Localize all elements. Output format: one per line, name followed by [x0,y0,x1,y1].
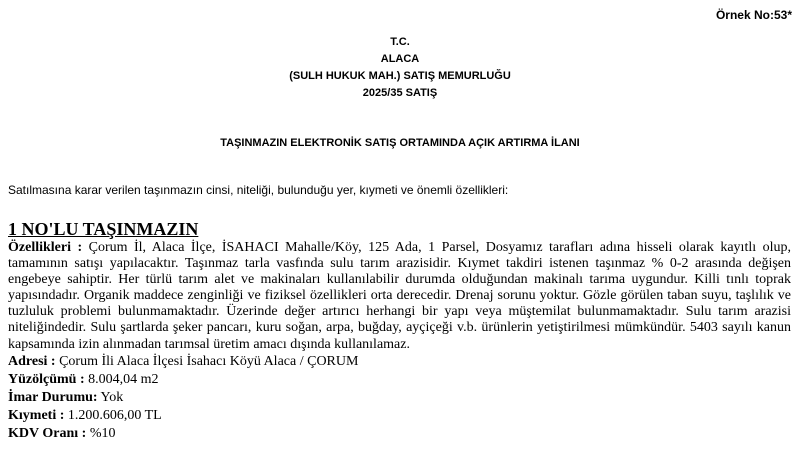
document-header [0,34,800,102]
zoning-line [8,389,791,407]
area-label: Yüzölçümü : [8,371,85,387]
features-text: Çorum İl, Alaca İlçe, İSAHACI Mahalle/Köy, 125 Ada, 1 Parsel, Dosyamız tarafları adına hisseli olarak kayıtlı olup, tamamının satışı yapılacaktır. Taşınmaz tarla vasfında sulu tarım arazisidir. Kıymet takdiri istenen taşınmaz % 0-2 arasında değişen engebeye sahiptir. Her türlü tarım alet ve makinaları kullanılabilir durumda olduğundan makinalı tarıma uygundur. Killi tınlı toprak yapısındadır. Organik maddece zenginliği ve fiziksel özellikleri orta derecedir. Drenaj sorunu yoktur. Gözle görülen taban suyu, taşlılık ve tuzluluk problemi bulunmamaktadır. Üzerinde değer artırıcı herhangi bir yapı veya müştemilat bulunmamaktadır. Sulu tarım arazisi niteliğindedir. Sulu şartlarda şeker pancarı, kuru soğan, arpa, buğday, ayçiçeği v.b. ürünlerin yetiştirilmesi mümkündür. 5403 sayılı kanun kapsamında izin alınmadan tarımsal üretim amacı dışında kullanılamaz. [8,240,791,352]
features-paragraph [8,240,791,353]
sample-number: Örnek No:53* [715,8,792,22]
zoning-value: Yok [97,389,124,405]
features-label: Özellikleri : [8,240,83,255]
address-line [8,353,791,371]
header-file-number: 2025/35 SATIŞ [362,87,438,99]
value-value: 1.200.606,00 TL [64,407,162,423]
intro-text: Satılmasına karar verilen taşınmazın cinsi, niteliği, bulunduğu yer, kıymeti ve önemli özellikleri: [8,183,509,197]
vat-line [8,425,791,443]
vat-label: KDV Oranı : [8,425,87,441]
announcement-title: TAŞINMAZIN ELEKTRONİK SATIŞ ORTAMINDA AÇIK ARTIRMA İLANI [220,137,580,149]
vat-value: %10 [86,425,116,441]
header-office: (SULH HUKUK MAH.) SATIŞ MEMURLUĞU [289,70,511,82]
area-line [8,371,791,389]
header-city: ALACA [380,53,420,65]
address-value: Çorum İli Alaca İlçesi İsahacı Köyü Alaca / ÇORUM [55,353,359,369]
value-line [8,407,791,425]
zoning-label: İmar Durumu: [8,389,98,405]
area-value: 8.004,04 m2 [84,371,159,387]
header-republic: T.C. [390,36,410,48]
value-label: Kıymeti : [8,407,65,423]
property-details [8,240,791,443]
address-label: Adresi : [8,353,56,369]
property-heading: 1 NO'LU TAŞINMAZIN [8,219,199,239]
